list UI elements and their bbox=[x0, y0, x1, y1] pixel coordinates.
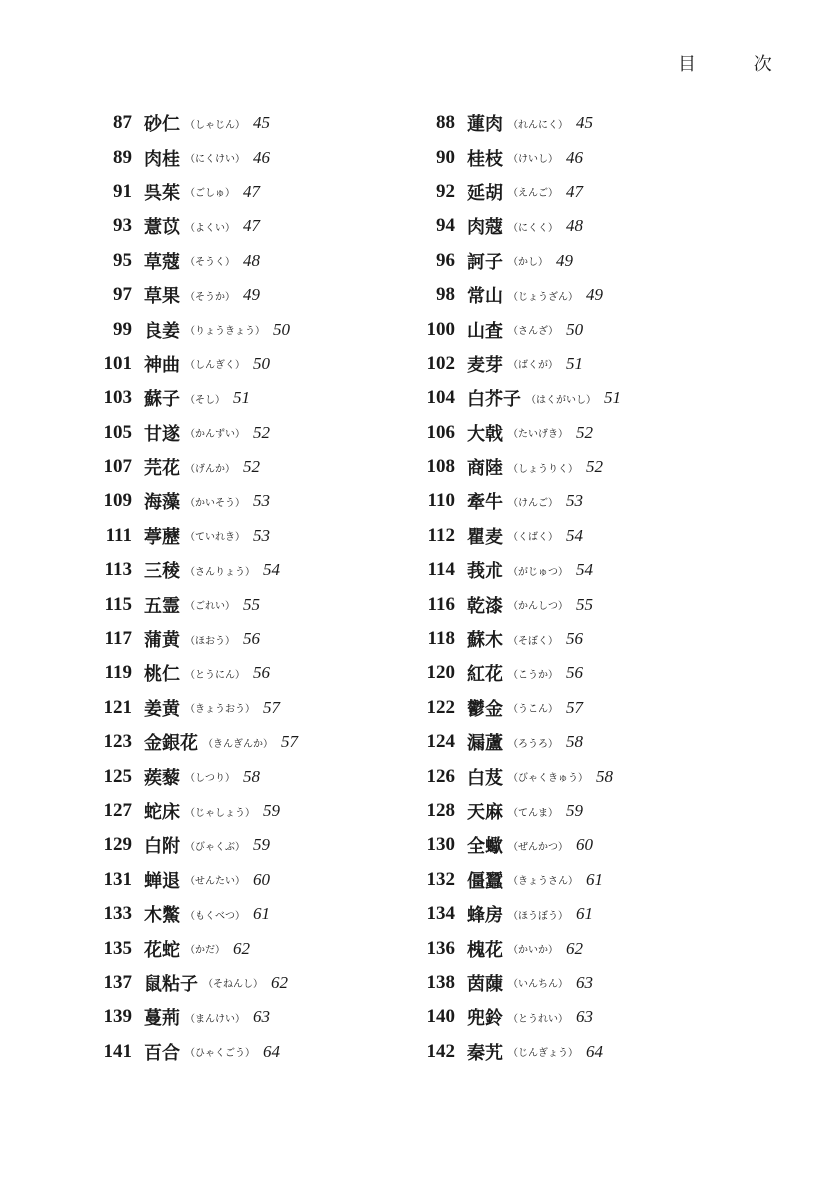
entry-reading: （かし） bbox=[508, 257, 548, 269]
entry-name: 鼠粘子 bbox=[144, 973, 198, 995]
entry-number: 133 bbox=[103, 903, 132, 925]
entry-reading: （まんけい） bbox=[185, 1013, 245, 1025]
toc-entry bbox=[92, 450, 298, 484]
entry-name: 肉蔻 bbox=[467, 217, 503, 239]
entry-name: 蔓荊 bbox=[144, 1008, 180, 1030]
toc-entry bbox=[415, 691, 621, 725]
entry-page-number: 49 bbox=[556, 250, 573, 270]
entry-number: 139 bbox=[103, 1006, 132, 1028]
entry-name: 金銀花 bbox=[144, 733, 198, 755]
entry-name: 蘇木 bbox=[467, 630, 503, 652]
entry-reading: （そねんし） bbox=[203, 979, 263, 991]
entry-page-number: 45 bbox=[576, 113, 593, 133]
toc-entry bbox=[92, 1035, 298, 1069]
entry-name: 白芨 bbox=[467, 767, 503, 789]
entry-number: 95 bbox=[113, 249, 132, 271]
entry-number: 100 bbox=[426, 318, 455, 340]
entry-reading: （うこん） bbox=[508, 704, 558, 716]
toc-entry bbox=[92, 587, 298, 621]
toc-entry bbox=[415, 759, 621, 793]
entry-page-number: 59 bbox=[253, 835, 270, 855]
entry-page-number: 48 bbox=[243, 250, 260, 270]
entry-number: 106 bbox=[426, 421, 455, 443]
toc-entry bbox=[92, 381, 298, 415]
entry-number: 107 bbox=[103, 456, 132, 478]
entry-number: 91 bbox=[113, 180, 132, 202]
toc-entry bbox=[415, 725, 621, 759]
toc-entry bbox=[415, 450, 621, 484]
entry-reading: （とうれい） bbox=[508, 1013, 568, 1025]
entry-page-number: 46 bbox=[253, 147, 270, 167]
entry-page-number: 54 bbox=[566, 525, 583, 545]
entry-number: 110 bbox=[427, 490, 455, 512]
entry-page-number: 56 bbox=[243, 629, 260, 649]
page-header-title: 目 次 bbox=[678, 54, 798, 75]
entry-page-number: 57 bbox=[263, 697, 280, 717]
entry-name: 薏苡 bbox=[144, 217, 180, 239]
entry-reading: （びゃくきゅう） bbox=[508, 773, 588, 785]
entry-name: 茵蔯 bbox=[467, 973, 503, 995]
entry-reading: （かんずい） bbox=[185, 429, 245, 441]
entry-reading: （くばく） bbox=[508, 532, 558, 544]
toc-entry bbox=[415, 587, 621, 621]
toc-entry bbox=[92, 106, 298, 140]
entry-reading: （じゃしょう） bbox=[185, 807, 255, 819]
toc-entry bbox=[92, 175, 298, 209]
entry-name: 桂枝 bbox=[467, 148, 503, 170]
toc-entry bbox=[415, 484, 621, 518]
entry-name: 良姜 bbox=[144, 320, 180, 342]
toc-entry bbox=[92, 519, 298, 553]
entry-number: 129 bbox=[103, 834, 132, 856]
entry-page-number: 62 bbox=[271, 972, 288, 992]
entry-number: 123 bbox=[103, 731, 132, 753]
entry-page-number: 59 bbox=[566, 801, 583, 820]
entry-name: 天麻 bbox=[467, 802, 503, 823]
entry-name: 葶藶 bbox=[144, 526, 180, 548]
entry-page-number: 61 bbox=[253, 904, 270, 924]
entry-number: 89 bbox=[113, 146, 132, 168]
entry-number: 119 bbox=[104, 662, 132, 684]
toc-entry bbox=[92, 794, 298, 828]
entry-page-number: 60 bbox=[576, 835, 593, 855]
entry-page-number: 61 bbox=[586, 869, 603, 889]
entry-reading: （てんま） bbox=[508, 807, 558, 819]
entry-page-number: 51 bbox=[604, 388, 621, 408]
entry-name: 蝉退 bbox=[144, 870, 180, 892]
entry-name: 白附 bbox=[144, 836, 180, 858]
entry-name: 紅花 bbox=[467, 664, 503, 686]
entry-number: 124 bbox=[426, 731, 455, 753]
entry-number: 137 bbox=[103, 971, 132, 993]
entry-name: 草蔻 bbox=[144, 251, 180, 273]
toc-entry bbox=[92, 416, 298, 450]
entry-page-number: 57 bbox=[566, 697, 583, 717]
entry-name: 商陸 bbox=[467, 458, 503, 480]
entry-reading: （かだ） bbox=[185, 945, 225, 957]
entry-page-number: 50 bbox=[273, 319, 290, 339]
entry-name: 秦艽 bbox=[467, 1042, 503, 1064]
entry-page-number: 62 bbox=[566, 938, 583, 958]
entry-number: 105 bbox=[103, 421, 132, 443]
entry-name: 五霊 bbox=[144, 595, 180, 617]
entry-name: 常山 bbox=[467, 286, 503, 308]
entry-page-number: 52 bbox=[243, 457, 260, 477]
entry-page-number: 47 bbox=[566, 181, 583, 201]
entry-number: 94 bbox=[436, 215, 455, 237]
entry-page-number: 57 bbox=[281, 732, 298, 752]
entry-number: 126 bbox=[426, 765, 455, 787]
entry-number: 115 bbox=[104, 593, 132, 615]
entry-reading: （しゃじん） bbox=[185, 119, 245, 131]
entry-number: 140 bbox=[426, 1006, 455, 1028]
entry-number: 130 bbox=[426, 834, 455, 856]
entry-reading: （ごしゅ） bbox=[185, 188, 235, 200]
entry-name: 麦芽 bbox=[467, 354, 503, 376]
entry-number: 93 bbox=[113, 215, 132, 237]
toc-entry bbox=[92, 656, 298, 690]
toc-entry bbox=[92, 691, 298, 725]
entry-name: 百合 bbox=[144, 1042, 180, 1064]
toc-entry bbox=[415, 209, 621, 243]
entry-reading: （けいし） bbox=[508, 154, 558, 166]
entry-reading: （ばくが） bbox=[508, 360, 558, 372]
toc-entry bbox=[415, 381, 621, 415]
entry-number: 136 bbox=[426, 937, 455, 959]
entry-reading: （ほうぼう） bbox=[508, 910, 568, 922]
entry-reading: （しょうりく） bbox=[508, 463, 578, 475]
entry-name: 訶子 bbox=[467, 251, 503, 273]
toc-entry bbox=[92, 828, 298, 862]
entry-reading: （そぼく） bbox=[508, 635, 558, 647]
entry-page-number: 63 bbox=[253, 1007, 270, 1027]
entry-reading: （えんご） bbox=[508, 188, 558, 200]
entry-reading: （にくけい） bbox=[185, 154, 245, 166]
entry-number: 99 bbox=[113, 318, 132, 340]
entry-name: 姜黄 bbox=[144, 698, 180, 720]
entry-reading: （げんか） bbox=[185, 463, 235, 475]
entry-reading: （かんしつ） bbox=[508, 601, 568, 613]
entry-reading: （かいか） bbox=[508, 945, 558, 957]
entry-reading: （はくがいし） bbox=[526, 394, 596, 406]
entry-name: 蜂房 bbox=[467, 905, 503, 927]
entry-number: 128 bbox=[426, 800, 455, 821]
entry-reading: （しんぎく） bbox=[185, 360, 245, 372]
entry-name: 牽牛 bbox=[467, 492, 503, 514]
toc-entry bbox=[415, 656, 621, 690]
entry-name: 槐花 bbox=[467, 939, 503, 961]
entry-page-number: 51 bbox=[566, 353, 583, 373]
entry-page-number: 53 bbox=[253, 525, 270, 545]
toc-entry bbox=[415, 863, 621, 897]
toc-entry bbox=[92, 312, 298, 346]
entry-number: 131 bbox=[103, 868, 132, 890]
entry-name: 瞿麦 bbox=[467, 526, 503, 548]
toc-entry bbox=[415, 347, 621, 381]
entry-page-number: 62 bbox=[233, 938, 250, 958]
entry-number: 88 bbox=[436, 112, 455, 134]
entry-reading: （そし） bbox=[185, 394, 225, 406]
toc-entry bbox=[415, 1000, 621, 1034]
toc-entry bbox=[92, 759, 298, 793]
entry-number: 118 bbox=[427, 628, 455, 650]
entry-number: 141 bbox=[103, 1040, 132, 1062]
entry-name: 山査 bbox=[467, 320, 503, 342]
toc-entry bbox=[92, 484, 298, 518]
entry-reading: （にくく） bbox=[508, 222, 558, 234]
entry-page-number: 63 bbox=[576, 972, 593, 992]
entry-page-number: 64 bbox=[263, 1041, 280, 1061]
toc-entry bbox=[92, 725, 298, 759]
toc-entry bbox=[415, 622, 621, 656]
entry-number: 122 bbox=[426, 696, 455, 718]
entry-number: 134 bbox=[426, 903, 455, 925]
toc-entry bbox=[415, 416, 621, 450]
entry-number: 113 bbox=[104, 559, 132, 581]
toc-entry bbox=[92, 553, 298, 587]
entry-number: 117 bbox=[104, 628, 132, 650]
toc-entry bbox=[415, 312, 621, 346]
entry-page-number: 55 bbox=[243, 594, 260, 614]
entry-name: 鬱金 bbox=[467, 698, 503, 720]
entry-reading: （とうにん） bbox=[185, 669, 245, 681]
entry-name: 大戟 bbox=[467, 423, 503, 445]
entry-reading: （がじゅつ） bbox=[508, 566, 568, 578]
entry-name: 蒲黄 bbox=[144, 630, 180, 652]
toc-entry bbox=[415, 175, 621, 209]
toc-entry bbox=[415, 897, 621, 931]
entry-page-number: 49 bbox=[243, 285, 260, 305]
entry-name: 海藻 bbox=[144, 492, 180, 514]
entry-number: 142 bbox=[426, 1040, 455, 1062]
entry-page-number: 56 bbox=[253, 663, 270, 683]
entry-name: 砂仁 bbox=[144, 114, 180, 136]
entry-page-number: 59 bbox=[263, 801, 280, 820]
entry-page-number: 47 bbox=[243, 181, 260, 201]
entry-reading: （じょうざん） bbox=[508, 291, 578, 303]
entry-page-number: 49 bbox=[586, 285, 603, 305]
entry-name: 呉茱 bbox=[144, 182, 180, 204]
entry-page-number: 52 bbox=[576, 422, 593, 442]
toc-entry bbox=[92, 931, 298, 965]
entry-page-number: 55 bbox=[576, 594, 593, 614]
entry-number: 138 bbox=[426, 971, 455, 993]
entry-reading: （いんちん） bbox=[508, 979, 568, 991]
entry-reading: （たいげき） bbox=[508, 429, 568, 441]
entry-number: 111 bbox=[105, 524, 132, 546]
toc-entry bbox=[92, 622, 298, 656]
entry-name: 全蠍 bbox=[467, 836, 503, 858]
entry-page-number: 51 bbox=[233, 388, 250, 408]
entry-page-number: 48 bbox=[566, 216, 583, 236]
toc-entry bbox=[92, 966, 298, 1000]
entry-page-number: 50 bbox=[253, 353, 270, 373]
entry-reading: （きんぎんか） bbox=[203, 738, 273, 750]
toc-entry bbox=[92, 347, 298, 381]
entry-name: 花蛇 bbox=[144, 939, 180, 961]
toc-entry bbox=[415, 106, 621, 140]
toc-entry bbox=[92, 1000, 298, 1034]
entry-reading: （きょうおう） bbox=[185, 704, 255, 716]
entry-name: 神曲 bbox=[144, 354, 180, 376]
toc-entry bbox=[415, 828, 621, 862]
toc-entry bbox=[415, 278, 621, 312]
entry-reading: （きょうさん） bbox=[508, 876, 578, 888]
entry-number: 121 bbox=[103, 696, 132, 718]
toc-entry bbox=[415, 244, 621, 278]
entry-name: 蛇床 bbox=[144, 802, 180, 823]
entry-name: 漏蘆 bbox=[467, 733, 503, 755]
entry-number: 87 bbox=[113, 112, 132, 134]
entry-page-number: 63 bbox=[576, 1007, 593, 1027]
entry-reading: （さんりょう） bbox=[185, 566, 255, 578]
entry-page-number: 53 bbox=[253, 491, 270, 511]
entry-reading: （ろうろ） bbox=[508, 738, 558, 750]
entry-page-number: 52 bbox=[586, 457, 603, 477]
toc-entry bbox=[415, 966, 621, 1000]
entry-reading: （そうく） bbox=[185, 257, 235, 269]
toc-entry bbox=[92, 897, 298, 931]
toc-entry bbox=[415, 1035, 621, 1069]
entry-name: 蓮肉 bbox=[467, 114, 503, 136]
entry-page-number: 52 bbox=[253, 422, 270, 442]
entry-page-number: 53 bbox=[566, 491, 583, 511]
entry-name: 白芥子 bbox=[467, 389, 521, 411]
entry-reading: （そうか） bbox=[185, 291, 235, 303]
entry-page-number: 58 bbox=[596, 766, 613, 786]
entry-name: 肉桂 bbox=[144, 148, 180, 170]
entry-name: 乾漆 bbox=[467, 595, 503, 617]
entry-name: 蒺藜 bbox=[144, 767, 180, 789]
entry-number: 132 bbox=[426, 868, 455, 890]
entry-number: 120 bbox=[426, 662, 455, 684]
toc-entry bbox=[92, 863, 298, 897]
entry-name: 甘遂 bbox=[144, 423, 180, 445]
toc-entry bbox=[92, 209, 298, 243]
entry-number: 114 bbox=[427, 559, 455, 581]
entry-reading: （かいそう） bbox=[185, 497, 245, 509]
entry-name: 木鱉 bbox=[144, 905, 180, 927]
entry-reading: （さんざ） bbox=[508, 326, 559, 338]
toc-column-right bbox=[415, 106, 621, 1069]
entry-name: 芫花 bbox=[144, 458, 180, 480]
entry-page-number: 56 bbox=[566, 663, 583, 683]
entry-reading: （りょうきょう） bbox=[185, 326, 265, 338]
entry-page-number: 56 bbox=[566, 629, 583, 649]
entry-number: 127 bbox=[103, 800, 132, 821]
entry-page-number: 50 bbox=[566, 319, 584, 339]
toc-entry bbox=[415, 794, 621, 828]
entry-page-number: 60 bbox=[253, 869, 270, 889]
entry-page-number: 54 bbox=[263, 560, 280, 580]
entry-name: 莪朮 bbox=[467, 561, 503, 583]
entry-reading: （よくい） bbox=[185, 222, 235, 234]
entry-name: 兜鈴 bbox=[467, 1008, 503, 1030]
entry-page-number: 46 bbox=[566, 147, 583, 167]
entry-number: 112 bbox=[427, 524, 455, 546]
entry-number: 96 bbox=[436, 249, 455, 271]
entry-page-number: 58 bbox=[243, 766, 260, 786]
entry-reading: （びゃくぶ） bbox=[185, 841, 245, 853]
entry-number: 125 bbox=[103, 765, 132, 787]
entry-page-number: 61 bbox=[576, 904, 593, 924]
entry-number: 102 bbox=[426, 352, 455, 374]
entry-number: 98 bbox=[436, 284, 455, 306]
entry-number: 90 bbox=[436, 146, 455, 168]
entry-page-number: 47 bbox=[243, 216, 260, 236]
entry-reading: （ていれき） bbox=[185, 532, 245, 544]
entry-number: 103 bbox=[103, 387, 132, 409]
entry-number: 135 bbox=[103, 937, 132, 959]
entry-reading: （ほおう） bbox=[185, 635, 235, 647]
entry-name: 草果 bbox=[144, 286, 180, 308]
entry-reading: （けんご） bbox=[508, 497, 558, 509]
entry-page-number: 58 bbox=[566, 732, 583, 752]
toc-entry bbox=[415, 553, 621, 587]
toc-entry bbox=[415, 931, 621, 965]
entry-page-number: 54 bbox=[576, 560, 593, 580]
entry-reading: （ひゃくごう） bbox=[185, 1048, 255, 1060]
entry-number: 108 bbox=[426, 456, 455, 478]
toc-entry bbox=[92, 244, 298, 278]
entry-reading: （せんたい） bbox=[185, 876, 245, 888]
entry-reading: （ごれい） bbox=[185, 601, 235, 613]
toc-entry bbox=[415, 140, 621, 174]
entry-name: 蘇子 bbox=[144, 389, 180, 411]
entry-number: 116 bbox=[427, 593, 455, 615]
entry-name: 三稜 bbox=[144, 561, 180, 583]
entry-page-number: 45 bbox=[253, 113, 270, 133]
entry-page-number: 64 bbox=[586, 1041, 603, 1061]
toc-entry bbox=[92, 278, 298, 312]
entry-number: 101 bbox=[103, 352, 132, 374]
toc-entry bbox=[415, 519, 621, 553]
entry-number: 92 bbox=[436, 180, 455, 202]
toc-column-left bbox=[92, 106, 298, 1069]
entry-number: 104 bbox=[426, 387, 455, 409]
entry-name: 僵蠶 bbox=[467, 870, 503, 892]
entry-reading: （じんぎょう） bbox=[508, 1048, 578, 1060]
entry-reading: （しつり） bbox=[185, 773, 235, 785]
entry-reading: （れんにく） bbox=[508, 119, 568, 131]
entry-name: 延胡 bbox=[467, 182, 503, 204]
entry-number: 109 bbox=[103, 490, 132, 512]
entry-name: 桃仁 bbox=[144, 664, 180, 686]
toc-entry bbox=[92, 140, 298, 174]
entry-reading: （もくべつ） bbox=[185, 910, 245, 922]
entry-reading: （ぜんかつ） bbox=[508, 841, 568, 853]
entry-number: 97 bbox=[113, 284, 132, 306]
entry-reading: （こうか） bbox=[508, 669, 558, 681]
